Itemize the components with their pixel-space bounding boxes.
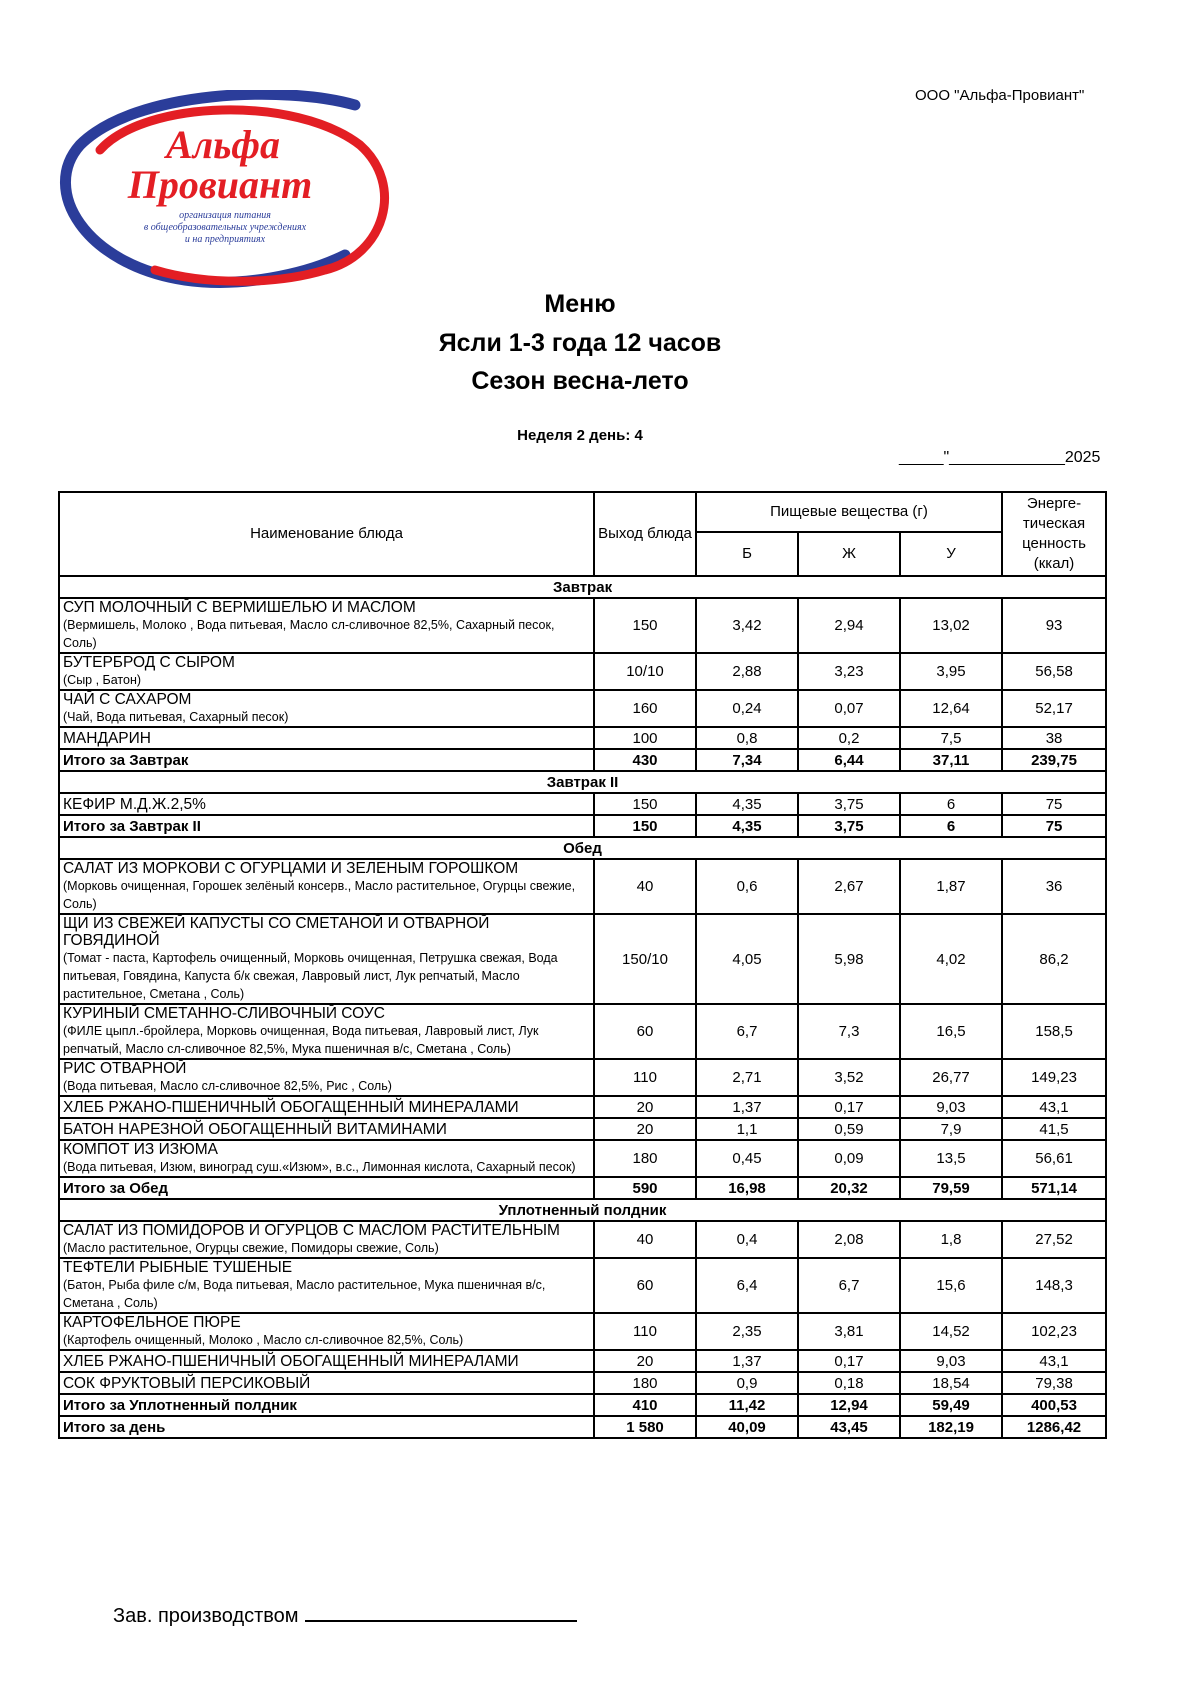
- cell-u: 6: [900, 793, 1002, 815]
- dish-cell: [59, 1004, 594, 1059]
- svg-text:в общеобразовательных учрежден: в общеобразовательных учреждениях: [143, 222, 307, 233]
- cell-kcal: 239,75: [1002, 749, 1106, 771]
- dish-name: МАНДАРИН: [63, 729, 151, 747]
- section-title: Завтрак: [59, 576, 1106, 598]
- cell-kcal: 571,14: [1002, 1177, 1106, 1199]
- cell-zh: 0,18: [798, 1372, 900, 1394]
- section-total-row: [59, 815, 1106, 837]
- cell-zh: 2,08: [798, 1221, 900, 1258]
- cell-kcal: 43,1: [1002, 1096, 1106, 1118]
- dish-ingredients: (Вода питьевая, Изюм, виноград суш.«Изюм», в.с., Лимонная кислота, Сахарный песок): [63, 1160, 576, 1174]
- cell-u: 12,64: [900, 690, 1002, 727]
- dish-cell: [59, 690, 594, 727]
- cell-zh: 0,09: [798, 1140, 900, 1177]
- cell-zh: 3,81: [798, 1313, 900, 1350]
- section-header: [59, 837, 1106, 859]
- cell-out: 160: [594, 690, 696, 727]
- dish-name: ХЛЕБ РЖАНО-ПШЕНИЧНЫЙ ОБОГАЩЕННЫЙ МИНЕРАЛАМИ: [63, 1098, 519, 1116]
- company-logo: [55, 90, 395, 290]
- table-row: [59, 1350, 1106, 1372]
- total-label: Итого за Уплотненный полдник: [59, 1394, 594, 1416]
- col-header-energy: Энерге-тическая ценность (ккал): [1002, 492, 1106, 576]
- cell-zh: 0,17: [798, 1350, 900, 1372]
- dish-name: ЩИ ИЗ СВЕЖЕЙ КАПУСТЫ СО СМЕТАНОЙ И ОТВАРНОЙ ГОВЯДИНОЙ: [63, 915, 490, 949]
- dish-name: ТЕФТЕЛИ РЫБНЫЕ ТУШЕНЫЕ: [63, 1259, 293, 1276]
- cell-u: 15,6: [900, 1258, 1002, 1313]
- dish-name: САЛАТ ИЗ МОРКОВИ С ОГУРЦАМИ И ЗЕЛЕНЫМ ГОРОШКОМ: [63, 860, 519, 877]
- cell-u: 1,87: [900, 859, 1002, 914]
- dish-cell: [59, 1140, 594, 1177]
- cell-out: 10/10: [594, 653, 696, 690]
- cell-out: 20: [594, 1350, 696, 1372]
- cell-u: 9,03: [900, 1096, 1002, 1118]
- cell-kcal: 43,1: [1002, 1350, 1106, 1372]
- dish-ingredients: (ФИЛЕ цыпл.-бройлера, Морковь очищенная, Вода питьевая, Лавровый лист, Лук репчатый, Масло сл-сливочное 82,5%, Мука пшеничная в/с, Сметана , Соль): [63, 1024, 539, 1056]
- table-row: [59, 1221, 1106, 1258]
- cell-out: 20: [594, 1118, 696, 1140]
- cell-out: 60: [594, 1258, 696, 1313]
- svg-text:организация питания: организация питания: [179, 210, 271, 221]
- dish-ingredients: (Томат - паста, Картофель очищенный, Морковь очищенная, Петрушка свежая, Вода питьевая, Говядина, Капуста б/к свежая, Лавровый лист, Лук репчатый, Масло растительное, Сметана , Соль): [63, 951, 558, 1001]
- dish-name: СОК ФРУКТОВЫЙ ПЕРСИКОВЫЙ: [63, 1374, 311, 1392]
- dish-ingredients: (Картофель очищенный, Молоко , Масло сл-сливочное 82,5%, Соль): [63, 1333, 464, 1347]
- dish-cell: [59, 727, 594, 749]
- season-title: Сезон весна-лето: [471, 367, 689, 395]
- cell-b: 0,9: [696, 1372, 798, 1394]
- dish-name: САЛАТ ИЗ ПОМИДОРОВ И ОГУРЦОВ С МАСЛОМ РАСТИТЕЛЬНЫМ: [63, 1222, 560, 1239]
- section-header: [59, 1199, 1106, 1221]
- cell-b: 2,88: [696, 653, 798, 690]
- cell-zh: 0,07: [798, 690, 900, 727]
- cell-zh: 6,44: [798, 749, 900, 771]
- section-title: Уплотненный полдник: [59, 1199, 1106, 1221]
- dish-name: РИС ОТВАРНОЙ: [63, 1060, 187, 1077]
- cell-b: 40,09: [696, 1416, 798, 1438]
- cell-kcal: 75: [1002, 793, 1106, 815]
- cell-b: 0,6: [696, 859, 798, 914]
- dish-cell: [59, 1059, 594, 1096]
- svg-text:и на предприятиях: и на предприятиях: [184, 234, 266, 245]
- cell-zh: 0,17: [798, 1096, 900, 1118]
- cell-b: 16,98: [696, 1177, 798, 1199]
- cell-out: 590: [594, 1177, 696, 1199]
- total-label: Итого за Обед: [59, 1177, 594, 1199]
- cell-zh: 12,94: [798, 1394, 900, 1416]
- cell-b: 0,24: [696, 690, 798, 727]
- table-row: [59, 1140, 1106, 1177]
- col-header-output: Выход блюда: [594, 492, 696, 576]
- cell-b: 3,42: [696, 598, 798, 653]
- cell-out: 40: [594, 1221, 696, 1258]
- table-row: [59, 727, 1106, 749]
- col-header-fat: Ж: [798, 532, 900, 576]
- dish-cell: [59, 1313, 594, 1350]
- cell-kcal: 36: [1002, 859, 1106, 914]
- cell-u: 1,8: [900, 1221, 1002, 1258]
- dish-ingredients: (Вермишель, Молоко , Вода питьевая, Масло сл-сливочное 82,5%, Сахарный песок, Соль): [63, 618, 555, 650]
- cell-u: 7,5: [900, 727, 1002, 749]
- cell-b: 0,4: [696, 1221, 798, 1258]
- cell-u: 6: [900, 815, 1002, 837]
- dish-ingredients: (Масло растительное, Огурцы свежие, Помидоры свежие, Соль): [63, 1241, 439, 1255]
- table-row: [59, 1313, 1106, 1350]
- dish-name: КАРТОФЕЛЬНОЕ ПЮРЕ: [63, 1314, 241, 1331]
- table-row: [59, 1258, 1106, 1313]
- cell-u: 4,02: [900, 914, 1002, 1004]
- cell-zh: 7,3: [798, 1004, 900, 1059]
- table-row: [59, 1118, 1106, 1140]
- cell-out: 430: [594, 749, 696, 771]
- cell-out: 150: [594, 598, 696, 653]
- cell-kcal: 38: [1002, 727, 1106, 749]
- table-row: [59, 793, 1106, 815]
- section-header: [59, 771, 1106, 793]
- cell-kcal: 158,5: [1002, 1004, 1106, 1059]
- dish-name: ХЛЕБ РЖАНО-ПШЕНИЧНЫЙ ОБОГАЩЕННЫЙ МИНЕРАЛАМИ: [63, 1352, 519, 1370]
- menu-table: [58, 491, 1107, 1439]
- cell-kcal: 1286,42: [1002, 1416, 1106, 1438]
- date-line: _____"_____________2025: [899, 449, 1101, 466]
- cell-b: 2,71: [696, 1059, 798, 1096]
- group-title: Ясли 1-3 года 12 часов: [438, 329, 722, 357]
- col-header-protein: Б: [696, 532, 798, 576]
- cell-out: 100: [594, 727, 696, 749]
- cell-b: 6,4: [696, 1258, 798, 1313]
- cell-out: 150: [594, 815, 696, 837]
- company-name: ООО "Альфа-Провиант": [915, 87, 1085, 104]
- cell-kcal: 56,61: [1002, 1140, 1106, 1177]
- cell-kcal: 102,23: [1002, 1313, 1106, 1350]
- cell-out: 110: [594, 1313, 696, 1350]
- cell-zh: 6,7: [798, 1258, 900, 1313]
- section-total-row: [59, 1177, 1106, 1199]
- cell-zh: 5,98: [798, 914, 900, 1004]
- table-row: [59, 690, 1106, 727]
- cell-kcal: 79,38: [1002, 1372, 1106, 1394]
- cell-out: 150: [594, 793, 696, 815]
- day-total-row: [59, 1416, 1106, 1438]
- cell-b: 4,05: [696, 914, 798, 1004]
- cell-b: 6,7: [696, 1004, 798, 1059]
- table-row: [59, 1096, 1106, 1118]
- cell-zh: 0,59: [798, 1118, 900, 1140]
- section-title: Обед: [59, 837, 1106, 859]
- cell-kcal: 75: [1002, 815, 1106, 837]
- cell-b: 0,45: [696, 1140, 798, 1177]
- cell-b: 4,35: [696, 793, 798, 815]
- section-header: [59, 576, 1106, 598]
- cell-b: 11,42: [696, 1394, 798, 1416]
- cell-out: 150/10: [594, 914, 696, 1004]
- cell-u: 26,77: [900, 1059, 1002, 1096]
- cell-zh: 20,32: [798, 1177, 900, 1199]
- cell-u: 9,03: [900, 1350, 1002, 1372]
- table-row: [59, 653, 1106, 690]
- dish-cell: [59, 598, 594, 653]
- table-row: [59, 598, 1106, 653]
- cell-kcal: 93: [1002, 598, 1106, 653]
- menu-title: Меню: [544, 290, 616, 318]
- cell-zh: 3,75: [798, 793, 900, 815]
- signature-blank: [305, 1602, 577, 1622]
- dish-cell: [59, 1221, 594, 1258]
- cell-b: 1,1: [696, 1118, 798, 1140]
- table-row: [59, 914, 1106, 1004]
- cell-zh: 2,67: [798, 859, 900, 914]
- cell-b: 0,8: [696, 727, 798, 749]
- svg-text:Провиант: Провиант: [127, 162, 313, 207]
- table-row: [59, 1372, 1106, 1394]
- cell-out: 180: [594, 1372, 696, 1394]
- table-row: [59, 1004, 1106, 1059]
- dish-cell: [59, 1350, 594, 1372]
- dish-name: КЕФИР М.Д.Ж.2,5%: [63, 795, 206, 813]
- dish-name: КОМПОТ ИЗ ИЗЮМА: [63, 1141, 219, 1158]
- cell-zh: 0,2: [798, 727, 900, 749]
- cell-zh: 43,45: [798, 1416, 900, 1438]
- dish-ingredients: (Батон, Рыба филе с/м, Вода питьевая, Масло растительное, Мука пшеничная в/с, Сметана , Соль): [63, 1278, 546, 1310]
- section-title: Завтрак II: [59, 771, 1106, 793]
- cell-kcal: 149,23: [1002, 1059, 1106, 1096]
- cell-b: 7,34: [696, 749, 798, 771]
- total-label: Итого за Завтрак II: [59, 815, 594, 837]
- cell-kcal: 400,53: [1002, 1394, 1106, 1416]
- col-header-nutrients: Пищевые вещества (г): [696, 492, 1002, 532]
- week-day-label: Неделя 2 день: 4: [517, 427, 643, 444]
- dish-cell: [59, 914, 594, 1004]
- cell-u: 7,9: [900, 1118, 1002, 1140]
- cell-b: 1,37: [696, 1350, 798, 1372]
- cell-u: 13,02: [900, 598, 1002, 653]
- col-header-carbs: У: [900, 532, 1002, 576]
- cell-kcal: 86,2: [1002, 914, 1106, 1004]
- cell-kcal: 41,5: [1002, 1118, 1106, 1140]
- cell-out: 1 580: [594, 1416, 696, 1438]
- dish-name: КУРИНЫЙ СМЕТАННО-СЛИВОЧНЫЙ СОУС: [63, 1005, 385, 1022]
- dish-ingredients: (Сыр , Батон): [63, 673, 142, 687]
- dish-ingredients: (Морковь очищенная, Горошек зелёный консерв., Масло растительное, Огурцы свежие, Соль): [63, 879, 576, 911]
- cell-zh: 3,52: [798, 1059, 900, 1096]
- cell-zh: 3,23: [798, 653, 900, 690]
- cell-out: 410: [594, 1394, 696, 1416]
- day-total-label: Итого за день: [59, 1416, 594, 1438]
- cell-out: 20: [594, 1096, 696, 1118]
- dish-cell: [59, 859, 594, 914]
- cell-u: 182,19: [900, 1416, 1002, 1438]
- cell-out: 180: [594, 1140, 696, 1177]
- svg-text:Альфа: Альфа: [165, 122, 281, 167]
- cell-u: 13,5: [900, 1140, 1002, 1177]
- cell-b: 4,35: [696, 815, 798, 837]
- cell-kcal: 56,58: [1002, 653, 1106, 690]
- dish-name: БАТОН НАРЕЗНОЙ ОБОГАЩЕННЫЙ ВИТАМИНАМИ: [63, 1120, 447, 1138]
- cell-zh: 3,75: [798, 815, 900, 837]
- cell-zh: 2,94: [798, 598, 900, 653]
- cell-out: 110: [594, 1059, 696, 1096]
- cell-b: 1,37: [696, 1096, 798, 1118]
- cell-u: 3,95: [900, 653, 1002, 690]
- dish-ingredients: (Чай, Вода питьевая, Сахарный песок): [63, 710, 289, 724]
- signature-label: Зав. производством: [113, 1605, 299, 1627]
- dish-name: СУП МОЛОЧНЫЙ С ВЕРМИШЕЛЬЮ И МАСЛОМ: [63, 599, 416, 616]
- cell-kcal: 27,52: [1002, 1221, 1106, 1258]
- cell-u: 59,49: [900, 1394, 1002, 1416]
- table-row: [59, 859, 1106, 914]
- dish-cell: [59, 653, 594, 690]
- dish-name: БУТЕРБРОД С СЫРОМ: [63, 654, 235, 671]
- cell-out: 40: [594, 859, 696, 914]
- section-total-row: [59, 749, 1106, 771]
- total-label: Итого за Завтрак: [59, 749, 594, 771]
- dish-cell: [59, 1096, 594, 1118]
- dish-name: ЧАЙ С САХАРОМ: [63, 691, 192, 708]
- col-header-name: Наименование блюда: [59, 492, 594, 576]
- cell-u: 79,59: [900, 1177, 1002, 1199]
- table-row: [59, 1059, 1106, 1096]
- cell-b: 2,35: [696, 1313, 798, 1350]
- dish-ingredients: (Вода питьевая, Масло сл-сливочное 82,5%, Рис , Соль): [63, 1079, 392, 1093]
- cell-kcal: 52,17: [1002, 690, 1106, 727]
- dish-cell: [59, 1118, 594, 1140]
- dish-cell: [59, 1258, 594, 1313]
- cell-u: 18,54: [900, 1372, 1002, 1394]
- section-total-row: [59, 1394, 1106, 1416]
- cell-kcal: 148,3: [1002, 1258, 1106, 1313]
- signature-line: [113, 1602, 577, 1628]
- cell-u: 37,11: [900, 749, 1002, 771]
- dish-cell: [59, 793, 594, 815]
- dish-cell: [59, 1372, 594, 1394]
- cell-out: 60: [594, 1004, 696, 1059]
- cell-u: 16,5: [900, 1004, 1002, 1059]
- cell-u: 14,52: [900, 1313, 1002, 1350]
